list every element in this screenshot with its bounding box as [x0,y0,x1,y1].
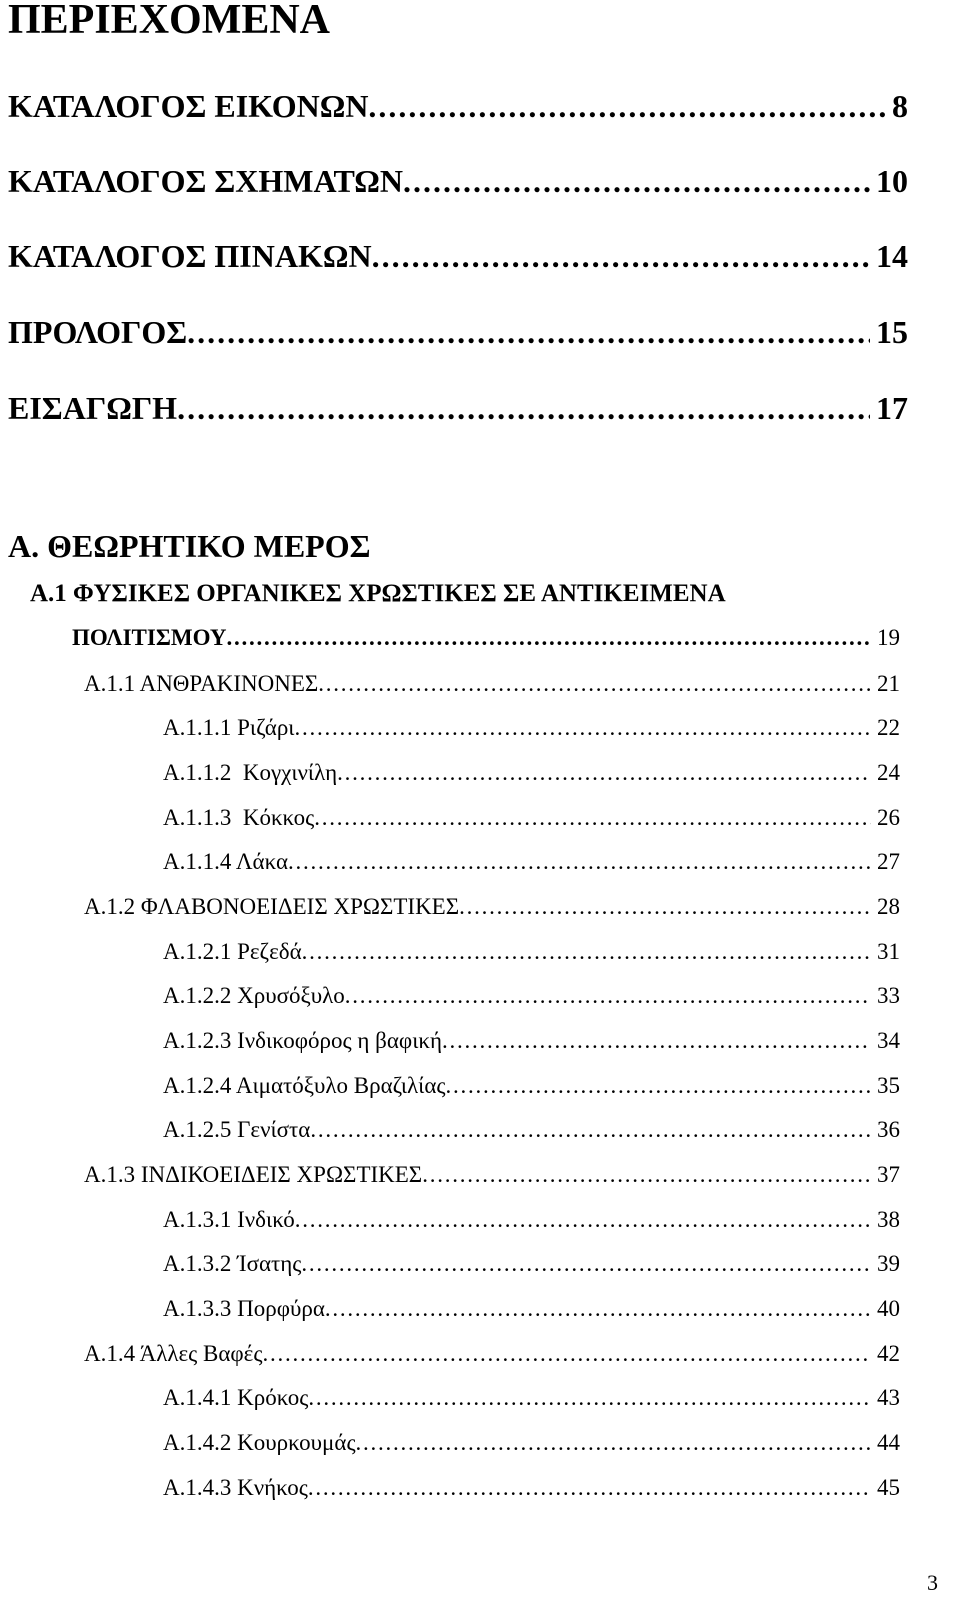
toc-entry-label: Α.1.2.2 Χρυσόξυλο [163,983,345,1008]
toc-entry-page: 33 [877,983,900,1008]
toc-entry-page: 24 [877,760,900,785]
toc-entry-introduction[interactable] [8,388,908,428]
dot-leader [187,312,870,352]
part-title: Α. ΘΕΩΡΗΤΙΚΟ ΜΕΡΟΣ [8,528,371,564]
toc-entry-page: 31 [877,939,900,964]
toc-entry-page: 28 [877,894,900,919]
toc-entry-page: 44 [877,1430,900,1455]
toc-entry-page: 19 [877,625,900,650]
chapter-title[interactable]: Α.1 ΦΥΣΙΚΕΣ ΟΡΓΑΝΙΚΕΣ ΧΡΩΣΤΙΚΕΣ ΣΕ ΑΝΤΙΚΕΙΜΕΝΑ [30,580,726,607]
toc-entry-page: 34 [877,1028,900,1053]
dot-leader [318,668,871,700]
toc-entry-label: ΕΙΣΑΓΩΓΗ [8,390,178,426]
toc-entry-page: 22 [877,715,900,740]
toc-entry-label: ΚΑΤΑΛΟΓΟΣ ΕΙΚΟΝΩΝ [8,88,369,124]
dot-leader [301,1248,871,1280]
toc-entry[interactable] [163,1204,900,1236]
toc-entry[interactable] [163,712,900,744]
dot-leader [262,1338,871,1370]
page-title: ΠΕΡΙΕΧΟΜΕΝΑ [8,0,331,43]
dot-leader [403,161,870,201]
toc-entry-label: Α.1.4.1 Κρόκος [163,1385,309,1410]
dot-leader [372,236,870,276]
toc-entry-label: Α.1.1.4 Λάκα [163,849,289,874]
toc-entry-page: 27 [877,849,900,874]
toc-entry-label: Α.1.2.5 Γενίστα [163,1117,311,1142]
toc-entry-label: Α.1.3.3 Πορφύρα [163,1296,325,1321]
dot-leader [177,388,870,428]
toc-entry[interactable] [84,668,900,700]
dot-leader [295,712,872,744]
toc-entry[interactable] [163,1025,900,1057]
toc-entry-label: Α.1.3.2 Ίσατης [163,1251,302,1276]
toc-entry-list-of-figures[interactable] [8,161,908,201]
toc-entry-list-of-tables[interactable] [8,236,908,276]
toc-entry-page: 36 [877,1117,900,1142]
toc-entry-list-of-images[interactable] [8,86,908,126]
toc-entry-label: Α.1.2.3 Ινδικοφόρος η βαφική [163,1028,442,1053]
toc-entry[interactable] [84,891,900,923]
dot-leader [459,891,871,923]
toc-entry-chapter-continuation[interactable] [72,622,900,654]
toc-entry[interactable] [163,1248,900,1280]
toc-entry-page: 17 [876,390,908,426]
toc-entry-label: ΠΡΟΛΟΓΟΣ [8,314,188,350]
dot-leader [308,1382,871,1414]
toc-entry[interactable] [163,980,900,1012]
dot-leader [422,1159,871,1191]
toc-entry-label: Α.1.2 ΦΛΑΒΟΝΟΕΙΔΕΙΣ ΧΡΩΣΤΙΚΕΣ [84,894,460,919]
toc-entry[interactable] [163,1293,900,1325]
toc-entry-label: Α.1.1.1 Ριζάρι [163,715,295,740]
toc-entry-page: 39 [877,1251,900,1276]
dot-leader [302,936,871,968]
toc-entry-page: 26 [877,805,900,830]
toc-entry-label: Α.1.2.1 Ρεζεδά [163,939,302,964]
toc-entry[interactable] [163,757,900,789]
dot-leader [295,1204,871,1236]
dot-leader [308,1472,871,1504]
toc-entry-label: Α.1.3 ΙΝΔΙΚΟΕΙΔΕΙΣ ΧΡΩΣΤΙΚΕΣ [84,1162,423,1187]
dot-leader [325,1293,871,1325]
toc-entry[interactable] [163,1382,900,1414]
toc-entry-label: Α.1.3.1 Ινδικό [163,1207,295,1232]
toc-entry[interactable] [84,1159,900,1191]
dot-leader [337,757,871,789]
dot-leader [446,1070,871,1102]
toc-entry-page: 42 [877,1341,900,1366]
toc-entry-page: 45 [877,1475,900,1500]
toc-entry-page: 37 [877,1162,900,1187]
toc-entry-page: 10 [876,163,908,199]
toc-entry-label: Α.1.4.3 Κνήκος [163,1475,308,1500]
toc-entry[interactable] [163,846,900,878]
toc-entry[interactable] [163,1114,900,1146]
toc-entry-label: ΚΑΤΑΛΟΓΟΣ ΠΙΝΑΚΩΝ [8,238,372,274]
toc-entry[interactable] [163,936,900,968]
toc-entry-page: 8 [892,88,908,124]
toc-entry-label: Α.1.1.2 Κογχινίλη [163,760,338,785]
toc-entry-label: Α.1.2.4 Αιματόξυλο Βραζιλίας [163,1073,446,1098]
dot-leader [310,1114,871,1146]
toc-entry-label: Α.1.1 ΑΝΘΡΑΚΙΝΟΝΕΣ [84,671,319,696]
toc-entry-preface[interactable] [8,312,908,352]
dot-leader [368,86,886,126]
toc-entry-page: 15 [876,314,908,350]
toc-entry-label: ΠΟΛΙΤΙΣΜΟΥ [72,625,227,650]
dot-leader [314,802,871,834]
toc-entry-page: 43 [877,1385,900,1410]
toc-entry-page: 38 [877,1207,900,1232]
toc-entry-page: 35 [877,1073,900,1098]
page-number: 3 [927,1570,938,1595]
toc-entry[interactable] [163,1070,900,1102]
toc-entry[interactable] [163,802,900,834]
toc-entry[interactable] [163,1427,900,1459]
toc-entry-label: Α.1.4.2 Κουρκουμάς [163,1430,356,1455]
dot-leader [345,980,871,1012]
toc-entry-page: 40 [877,1296,900,1321]
dot-leader [356,1427,871,1459]
dot-leader [442,1025,871,1057]
toc-entry-label: ΚΑΤΑΛΟΓΟΣ ΣΧΗΜΑΤΩΝ [8,163,403,199]
toc-entry-page: 21 [877,671,900,696]
toc-entry[interactable] [84,1338,900,1370]
toc-entry-label: Α.1.4 Άλλες Βαφές [84,1341,263,1366]
dot-leader [288,846,871,878]
toc-entry[interactable] [163,1472,900,1504]
toc-entry-page: 14 [876,238,908,274]
toc-entry-label: Α.1.1.3 Κόκκος [163,805,315,830]
dot-leader [226,622,871,654]
